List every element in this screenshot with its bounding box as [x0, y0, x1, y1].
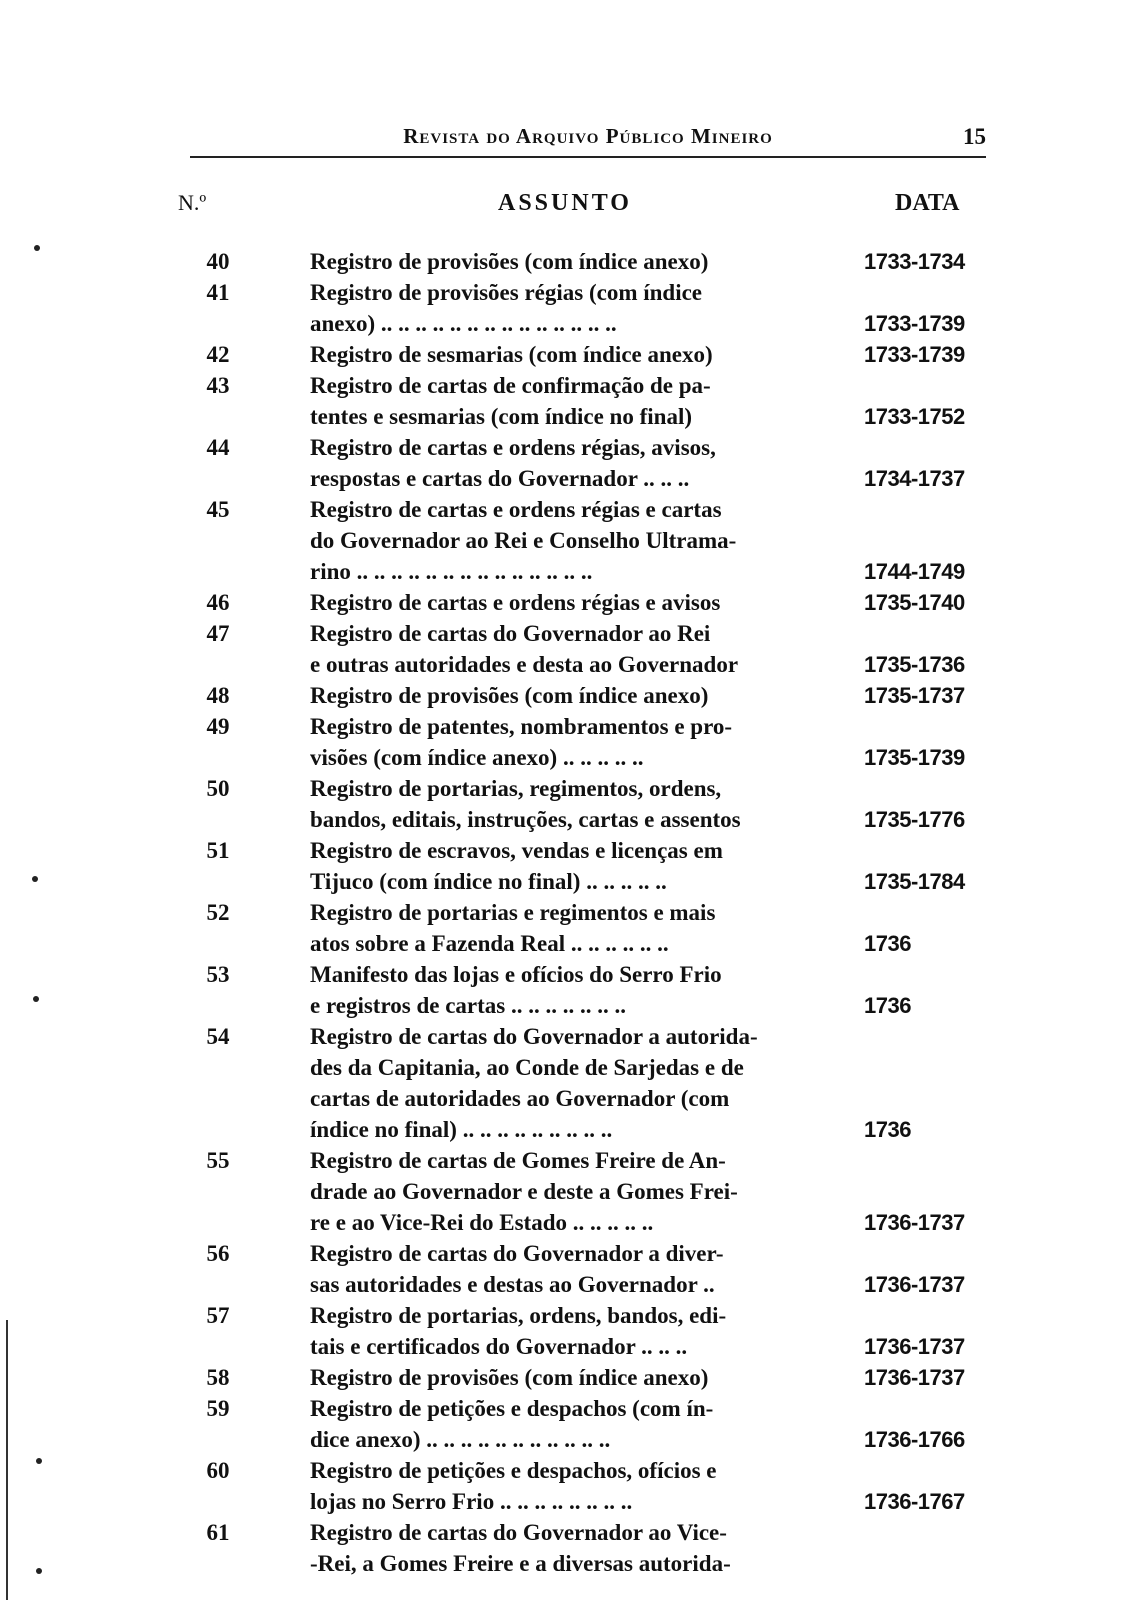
- entry-date: 1736-1737: [864, 1272, 965, 1297]
- entry-subject-line: tentes e sesmarias (com índice no final): [310, 404, 692, 429]
- entry-subject: [310, 773, 830, 835]
- entry-number: 55: [206, 1148, 230, 1173]
- entry-subject-line: lojas no Serro Frio .. .. .. .. .. .. .. ..: [310, 1489, 633, 1514]
- entry-subject-line: tais e certificados do Governador .. .. ..: [310, 1334, 688, 1359]
- entry-row: [0, 835, 1137, 897]
- entry-subject: [310, 1362, 830, 1393]
- entry-subject-line: e outras autoridades e desta ao Governador: [310, 652, 739, 677]
- page-number: 15: [963, 124, 986, 149]
- entry-date: 1736-1767: [864, 1489, 965, 1514]
- entry-row: [0, 587, 1137, 618]
- entry-subject: [310, 587, 830, 618]
- entry-subject: [310, 1021, 830, 1145]
- entry-row: [0, 1517, 1137, 1579]
- entry-row: [0, 618, 1137, 680]
- entry-subject-line: Registro de petições e despachos (com ín-: [310, 1396, 714, 1421]
- entry-subject: [310, 494, 830, 587]
- entry-date: 1736-1737: [864, 1334, 965, 1359]
- entry-subject-line: Registro de cartas do Governador a autorida-: [310, 1024, 758, 1049]
- entry-subject-line: anexo) .. .. .. .. .. .. .. .. .. .. .. .. .. ..: [310, 311, 617, 336]
- entry-subject-line: do Governador ao Rei e Conselho Ultrama-: [310, 528, 737, 553]
- entry-number: 49: [206, 714, 230, 739]
- entry-number: 57: [206, 1303, 230, 1328]
- entry-subject-line: drade ao Governador e deste a Gomes Frei-: [310, 1179, 738, 1204]
- entry-subject-line: Manifesto das lojas e ofícios do Serro Frio: [310, 962, 722, 987]
- entry-subject-line: Registro de sesmarias (com índice anexo): [310, 342, 713, 367]
- entry-date: 1736: [864, 931, 911, 956]
- entry-subject-line: Registro de cartas e ordens régias e avisos: [310, 590, 721, 615]
- entry-row: [0, 680, 1137, 711]
- entry-number: 44: [206, 435, 230, 460]
- entry-number: 43: [206, 373, 230, 398]
- entry-subject-line: des da Capitania, ao Conde de Sarjedas e de: [310, 1055, 744, 1080]
- entry-date: 1734-1737: [864, 466, 965, 491]
- entry-number: 58: [206, 1365, 230, 1390]
- entry-subject-line: Registro de cartas de confirmação de pa-: [310, 373, 711, 398]
- entry-subject: [310, 277, 830, 339]
- entry-number: 50: [206, 776, 230, 801]
- entry-subject-line: Registro de cartas do Governador ao Vice-: [310, 1520, 727, 1545]
- entry-subject: [310, 370, 830, 432]
- entry-subject-line: Registro de escravos, vendas e licenças em: [310, 838, 723, 863]
- entry-subject-line: Registro de patentes, nombramentos e pro-: [310, 714, 733, 739]
- entry-number: 51: [206, 838, 230, 863]
- entry-subject: [310, 618, 830, 680]
- entry-number: 54: [206, 1024, 230, 1049]
- entry-row: [0, 1021, 1137, 1145]
- entry-row: [0, 494, 1137, 587]
- entry-subject-line: -Rei, a Gomes Freire e a diversas autorida-: [310, 1551, 731, 1576]
- column-header-subject: ASSUNTO: [498, 190, 632, 216]
- entry-date: 1736-1737: [864, 1365, 965, 1390]
- entry-subject-line: cartas de autoridades ao Governador (com: [310, 1086, 730, 1111]
- entry-subject: [310, 246, 830, 277]
- entry-row: [0, 1145, 1137, 1238]
- entry-date: 1735-1736: [864, 652, 965, 677]
- entry-subject-line: visões (com índice anexo) .. .. .. .. ..: [310, 745, 644, 770]
- entry-subject-line: rino .. .. .. .. .. .. .. .. .. .. .. .. .. ..: [310, 559, 593, 584]
- entry-subject-line: Registro de cartas e ordens régias e cartas: [310, 497, 722, 522]
- column-header-number: N.º: [178, 190, 207, 215]
- entry-subject-line: Registro de portarias, regimentos, ordens,: [310, 776, 722, 801]
- entry-row: [0, 1393, 1137, 1455]
- entry-subject: [310, 432, 830, 494]
- entry-subject-line: re e ao Vice-Rei do Estado .. .. .. .. ..: [310, 1210, 654, 1235]
- entry-row: [0, 339, 1137, 370]
- entry-number: 53: [206, 962, 230, 987]
- entry-subject: [310, 897, 830, 959]
- entry-subject-line: Registro de portarias e regimentos e mais: [310, 900, 716, 925]
- entry-subject-line: sas autoridades e destas ao Governador ..: [310, 1272, 715, 1297]
- entry-subject: [310, 959, 830, 1021]
- entry-number: 61: [206, 1520, 230, 1545]
- entry-row: [0, 1238, 1137, 1300]
- entry-subject-line: e registros de cartas .. .. .. .. .. .. ..: [310, 993, 626, 1018]
- entry-subject: [310, 1300, 830, 1362]
- entry-date: 1736-1766: [864, 1427, 965, 1452]
- entry-date: 1733-1739: [864, 342, 965, 367]
- running-head: [190, 122, 986, 158]
- margin-speck: [36, 1568, 42, 1574]
- entry-date: 1744-1749: [864, 559, 965, 584]
- entry-subject-line: dice anexo) .. .. .. .. .. .. .. .. .. .. ..: [310, 1427, 611, 1452]
- margin-scan-edge: [6, 1320, 8, 1600]
- entry-subject-line: Registro de provisões régias (com índice: [310, 280, 703, 305]
- journal-title: Revista do Arquivo Público Mineiro: [403, 124, 773, 148]
- entry-row: [0, 711, 1137, 773]
- entry-row: [0, 1362, 1137, 1393]
- entry-number: 60: [206, 1458, 230, 1483]
- entry-number: 45: [206, 497, 230, 522]
- entry-subject-line: Registro de portarias, ordens, bandos, edi-: [310, 1303, 727, 1328]
- entry-number: 42: [206, 342, 230, 367]
- entry-date: 1735-1740: [864, 590, 965, 615]
- entry-number: 41: [206, 280, 230, 305]
- entry-subject-line: Registro de provisões (com índice anexo): [310, 683, 709, 708]
- entry-row: [0, 1300, 1137, 1362]
- entry-subject-line: Registro de cartas e ordens régias, avisos,: [310, 435, 716, 460]
- entry-subject: [310, 835, 830, 897]
- entry-subject-line: Registro de petições e despachos, ofícios e: [310, 1458, 717, 1483]
- entry-subject-line: respostas e cartas do Governador .. .. ..: [310, 466, 690, 491]
- entry-subject: [310, 1393, 830, 1455]
- margin-speck: [32, 876, 38, 882]
- entry-subject-line: Registro de cartas do Governador ao Rei: [310, 621, 711, 646]
- entry-subject: [310, 711, 830, 773]
- entry-date: 1736: [864, 1117, 911, 1142]
- entry-date: 1735-1784: [864, 869, 965, 894]
- entry-subject: [310, 339, 830, 370]
- entry-number: 52: [206, 900, 230, 925]
- entry-subject-line: Registro de provisões (com índice anexo): [310, 1365, 709, 1390]
- entry-subject-line: atos sobre a Fazenda Real .. .. .. .. .. ..: [310, 931, 669, 956]
- entry-subject-line: Registro de cartas do Governador a diver-: [310, 1241, 724, 1266]
- margin-speck: [34, 245, 40, 251]
- entry-number: 59: [206, 1396, 230, 1421]
- entry-number: 46: [206, 590, 230, 615]
- entry-date: 1735-1739: [864, 745, 965, 770]
- entry-subject: [310, 1145, 830, 1238]
- entry-subject-line: Registro de cartas de Gomes Freire de An-: [310, 1148, 726, 1173]
- entry-subject: [310, 1238, 830, 1300]
- entry-number: 47: [206, 621, 230, 646]
- entry-row: [0, 773, 1137, 835]
- entry-subject: [310, 680, 830, 711]
- entry-number: 48: [206, 683, 230, 708]
- entry-date: 1733-1752: [864, 404, 965, 429]
- entry-subject: [310, 1517, 830, 1579]
- entry-row: [0, 246, 1137, 277]
- entry-date: 1733-1734: [864, 249, 965, 274]
- entry-date: 1735-1776: [864, 807, 965, 832]
- entry-subject-line: bandos, editais, instruções, cartas e assentos: [310, 807, 741, 832]
- entry-number: 40: [206, 249, 230, 274]
- entry-number: 56: [206, 1241, 230, 1266]
- column-header-date: DATA: [895, 190, 960, 216]
- entry-row: [0, 432, 1137, 494]
- entry-subject: [310, 1455, 830, 1517]
- entry-date: 1736-1737: [864, 1210, 965, 1235]
- entry-row: [0, 370, 1137, 432]
- entry-subject-line: Registro de provisões (com índice anexo): [310, 249, 709, 274]
- entry-subject-line: Tijuco (com índice no final) .. .. .. .. ..: [310, 869, 667, 894]
- entry-date: 1735-1737: [864, 683, 965, 708]
- entry-date: 1736: [864, 993, 911, 1018]
- entry-row: [0, 277, 1137, 339]
- entry-row: [0, 897, 1137, 959]
- margin-speck: [33, 996, 39, 1002]
- entry-date: 1733-1739: [864, 311, 965, 336]
- margin-speck: [36, 1458, 42, 1464]
- entry-row: [0, 1455, 1137, 1517]
- entry-subject-line: índice no final) .. .. .. .. .. .. .. .. ..: [310, 1117, 613, 1142]
- entry-row: [0, 959, 1137, 1021]
